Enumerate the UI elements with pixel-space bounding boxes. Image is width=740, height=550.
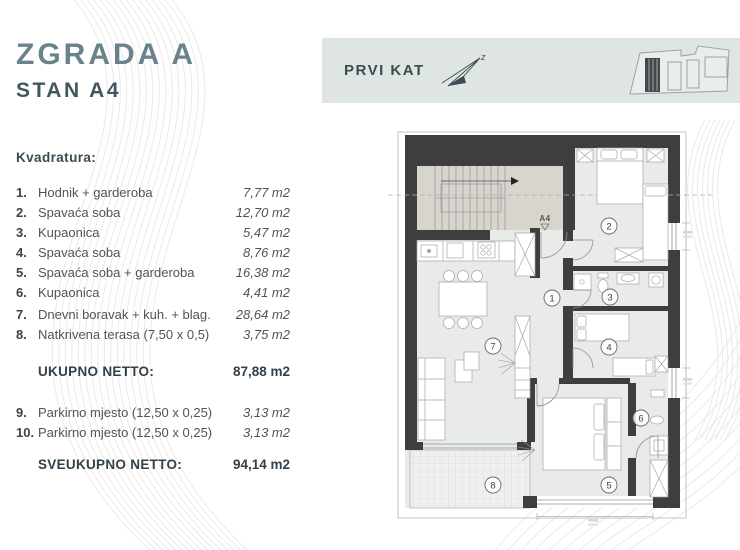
svg-text:3: 3 (607, 292, 613, 304)
subtotal-row (16, 362, 290, 382)
row-number: 1. (16, 185, 27, 200)
table-row (16, 305, 290, 325)
table-row (16, 243, 290, 263)
row-value: 7,77 m2 (243, 185, 290, 200)
row-label: Hodnik + garderoba (38, 185, 153, 200)
row-value: 28,64 m2 (235, 307, 290, 322)
svg-text:8: 8 (490, 480, 496, 492)
table-row (16, 423, 290, 443)
row-label: Natkrivena terasa (7,50 x 0,5) (38, 327, 210, 342)
area-table (16, 183, 290, 475)
row-value: 3,75 m2 (243, 327, 290, 342)
svg-text:7: 7 (490, 341, 496, 353)
table-row (16, 223, 290, 243)
row-label: Parkirno mjesto (12,50 x 0,25) (38, 405, 213, 420)
room-circle-1 (544, 290, 560, 306)
room-circle-4 (601, 339, 617, 355)
title-block (16, 40, 196, 103)
table-row (16, 283, 290, 303)
row-value: 4,41 m2 (243, 285, 290, 300)
subtotal-value: 87,88 m2 (232, 364, 290, 379)
subtotal-label: UKUPNO NETTO: (38, 364, 155, 379)
building-title: ZGRADA A (16, 38, 197, 71)
total-row (16, 455, 290, 475)
room-circle-2 (601, 218, 617, 234)
row-number: 10. (16, 425, 35, 440)
table-row (16, 263, 290, 283)
svg-text:5: 5 (606, 480, 612, 492)
svg-text:z: z (480, 51, 486, 62)
row-number: 4. (16, 245, 27, 260)
row-number: 2. (16, 205, 27, 220)
row-value: 5,47 m2 (243, 225, 290, 240)
table-row (16, 203, 290, 223)
floor-label: PRVI KAT (344, 62, 425, 79)
table-row (16, 403, 290, 423)
row-label: Spavaća soba + garderoba (38, 265, 195, 280)
room-circle-7 (485, 338, 501, 354)
row-number: 7. (16, 307, 27, 322)
svg-text:4: 4 (606, 342, 612, 354)
row-value: 16,38 m2 (235, 265, 290, 280)
table-row (16, 325, 290, 345)
row-label: Spavaća soba (38, 245, 121, 260)
row-number: 8. (16, 327, 27, 342)
section-label: Kvadratura: (16, 150, 97, 165)
header-band (322, 38, 740, 103)
row-value: 3,13 m2 (243, 405, 290, 420)
north-arrow-icon (439, 50, 491, 92)
row-label: Kupaonica (38, 285, 100, 300)
svg-text:2: 2 (606, 221, 612, 233)
building-outline-icon (625, 44, 735, 98)
terrace (410, 450, 530, 508)
row-number: 6. (16, 285, 27, 300)
row-label: Spavaća soba (38, 205, 121, 220)
table-row (16, 183, 290, 203)
row-number: 5. (16, 265, 27, 280)
floorplan-svg (385, 120, 715, 538)
row-label: Parkirno mjesto (12,50 x 0,25) (38, 425, 213, 440)
row-number: 9. (16, 405, 27, 420)
svg-text:A4: A4 (539, 214, 551, 223)
row-label: Dnevni boravak + kuh. + blag. (38, 307, 211, 322)
total-label: SVEUKUPNO NETTO: (38, 457, 183, 472)
row-value: 12,70 m2 (235, 205, 290, 220)
svg-text:6: 6 (638, 413, 644, 425)
unit-title: STAN A4 (16, 79, 122, 102)
row-value: 3,13 m2 (243, 425, 290, 440)
room-circle-8 (485, 477, 501, 493)
svg-text:1: 1 (549, 293, 555, 305)
row-value: 8,76 m2 (243, 245, 290, 260)
room-circle-3 (602, 289, 618, 305)
total-value: 94,14 m2 (232, 457, 290, 472)
room-circle-6 (633, 410, 649, 426)
row-label: Kupaonica (38, 225, 100, 240)
row-number: 3. (16, 225, 27, 240)
room-circle-5 (601, 477, 617, 493)
